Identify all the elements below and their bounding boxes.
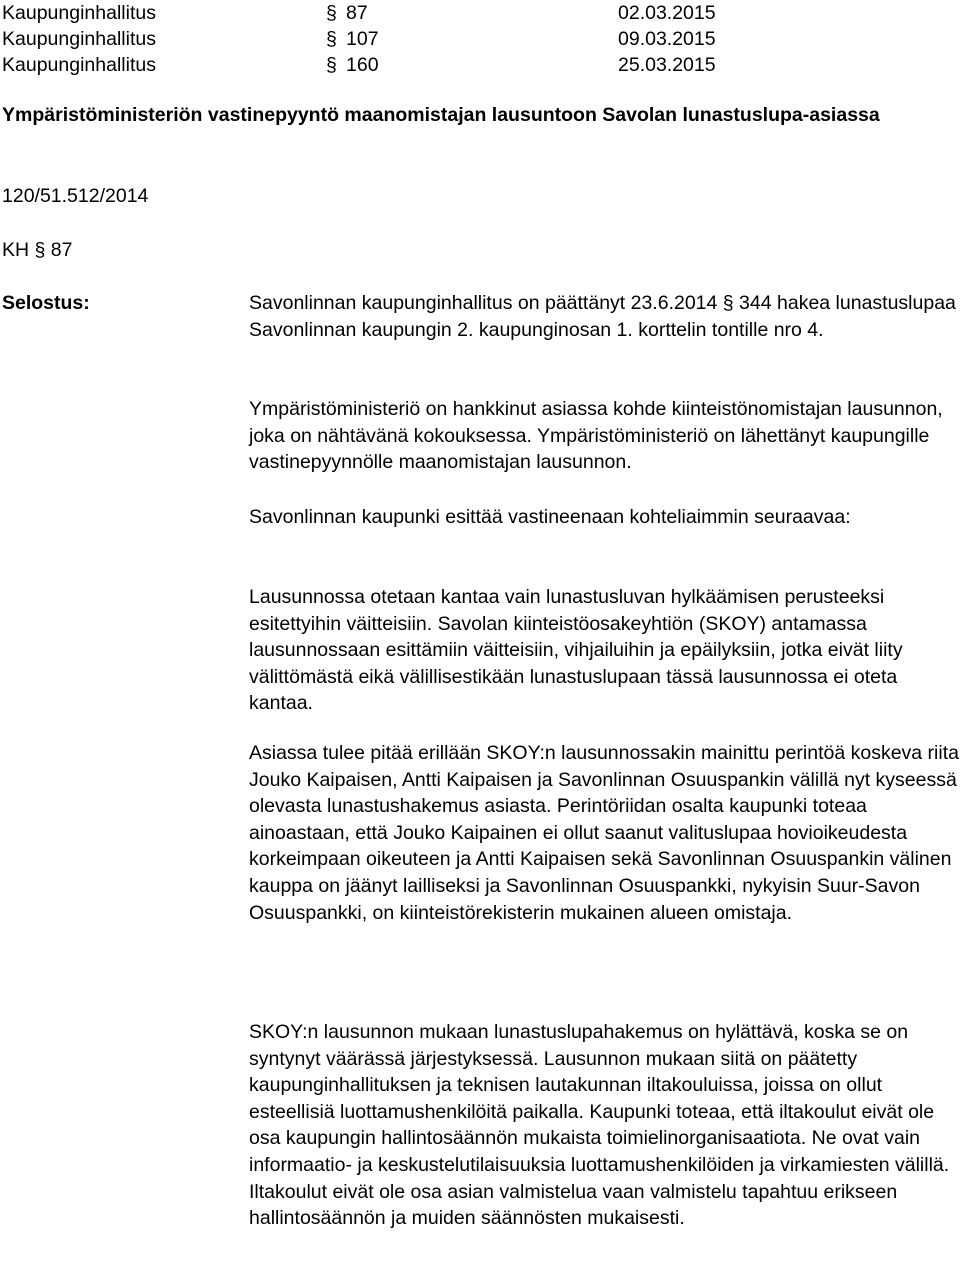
meeting-date: 09.03.2015 bbox=[618, 28, 716, 50]
meeting-row bbox=[2, 0, 958, 26]
section-sign: § bbox=[326, 54, 337, 76]
paragraph: Asiassa tulee pitää erillään SKOY:n lausunnossakin mainittu perintöä koskeva riita Jouko Kaipaisen, Antti Kaipaisen ja Savonlinnan Osuuspankin välillä nyt kyseessä olevasta lunastushakemus asiasta. Perintöriidan osalta kaupunki toteaa ainoastaan, että Jouko Kaipainen ei ollut saanut valituslupaa hovioikeudesta korkeimpaan oikeuteen ja Antti Kaipaisen sekä Savonlinnan Osuuspankin välinen kauppa on jäänyt lailliseksi ja Savonlinnan Osuuspankki, nykyisin Suur-Savon Osuuspankki, on kiinteistörekisterin mukainen alueen omistaja. bbox=[249, 742, 959, 924]
meeting-body: Kaupunginhallitus bbox=[2, 2, 156, 24]
section-label: Selostus: bbox=[2, 292, 90, 314]
meeting-list bbox=[2, 0, 958, 78]
meeting-row bbox=[2, 26, 958, 52]
section-sign: § bbox=[326, 28, 337, 50]
meeting-section-number: 107 bbox=[346, 28, 379, 50]
meeting-body: Kaupunginhallitus bbox=[2, 28, 156, 50]
meeting-date: 25.03.2015 bbox=[618, 54, 716, 76]
meeting-section-number: 87 bbox=[346, 2, 368, 24]
meeting-body: Kaupunginhallitus bbox=[2, 54, 156, 76]
document-page bbox=[2, 0, 959, 1230]
paragraph: SKOY:n lausunnon mukaan lunastuslupahakemus on hylättävä, koska se on syntynyt väärässä järjestyksessä. Lausunnon mukaan siitä on päätetty kaupunginhallituksen ja teknisen lautakunnan iltakouluissa, joissa on ollut esteellisiä luottamushenkilöitä paikalla. Kaupunki toteaa, että iltakoulut eivät ole osa kaupungin hallintosäännön mukaista toimielinorganisaatiota. Ne ovat vain informaatio- ja keskustelutilaisuuksia luottamushenkilöiden ja virkamiesten välillä. Iltakoulut eivät ole osa asian valmistelua vaan valmistelu tapahtuu erikseen hallintosäännön ja muiden säännösten mukaisesti. bbox=[249, 1021, 950, 1230]
record-number: 120/51.512/2014 bbox=[2, 185, 149, 207]
paragraph: Savonlinnan kaupunginhallitus on päättänyt 23.6.2014 § 344 hakea lunastuslupaa Savonlinnan kaupungin 2. kaupunginosan 1. korttelin tontille nro 4. bbox=[249, 292, 956, 341]
meeting-date: 02.03.2015 bbox=[618, 2, 716, 24]
paragraph: Ympäristöministeriö on hankkinut asiassa kohde kiinteistönomistajan lausunnon, joka on nähtävänä kokouksessa. Ympäristöministeriö on lähettänyt kaupungille vastinepyynnölle maanomistajan lausunnon. bbox=[249, 398, 943, 474]
kh-reference: KH § 87 bbox=[2, 239, 73, 261]
meeting-section-number: 160 bbox=[346, 54, 379, 76]
meeting-row bbox=[2, 52, 958, 78]
section-sign: § bbox=[326, 2, 337, 24]
paragraph: Savonlinnan kaupunki esittää vastineenaan kohteliaimmin seuraavaa: bbox=[249, 506, 851, 528]
document-title: Ympäristöministeriön vastinepyyntö maanomistajan lausuntoon Savolan lunastuslupa-asiassa bbox=[2, 104, 880, 126]
paragraph: Lausunnossa otetaan kantaa vain lunastusluvan hylkäämisen perusteeksi esitettyihin väitteisiin. Savolan kiinteistöosakeyhtiön (SKOY) antamassa lausunnossaan esittämiin väitteisiin, vihjailuihin ja epäilyksiin, jotka eivät liity välittömästä eikä välillisestikään lunastuslupaan tässä lausunnossa ei oteta kantaa. bbox=[249, 586, 903, 715]
